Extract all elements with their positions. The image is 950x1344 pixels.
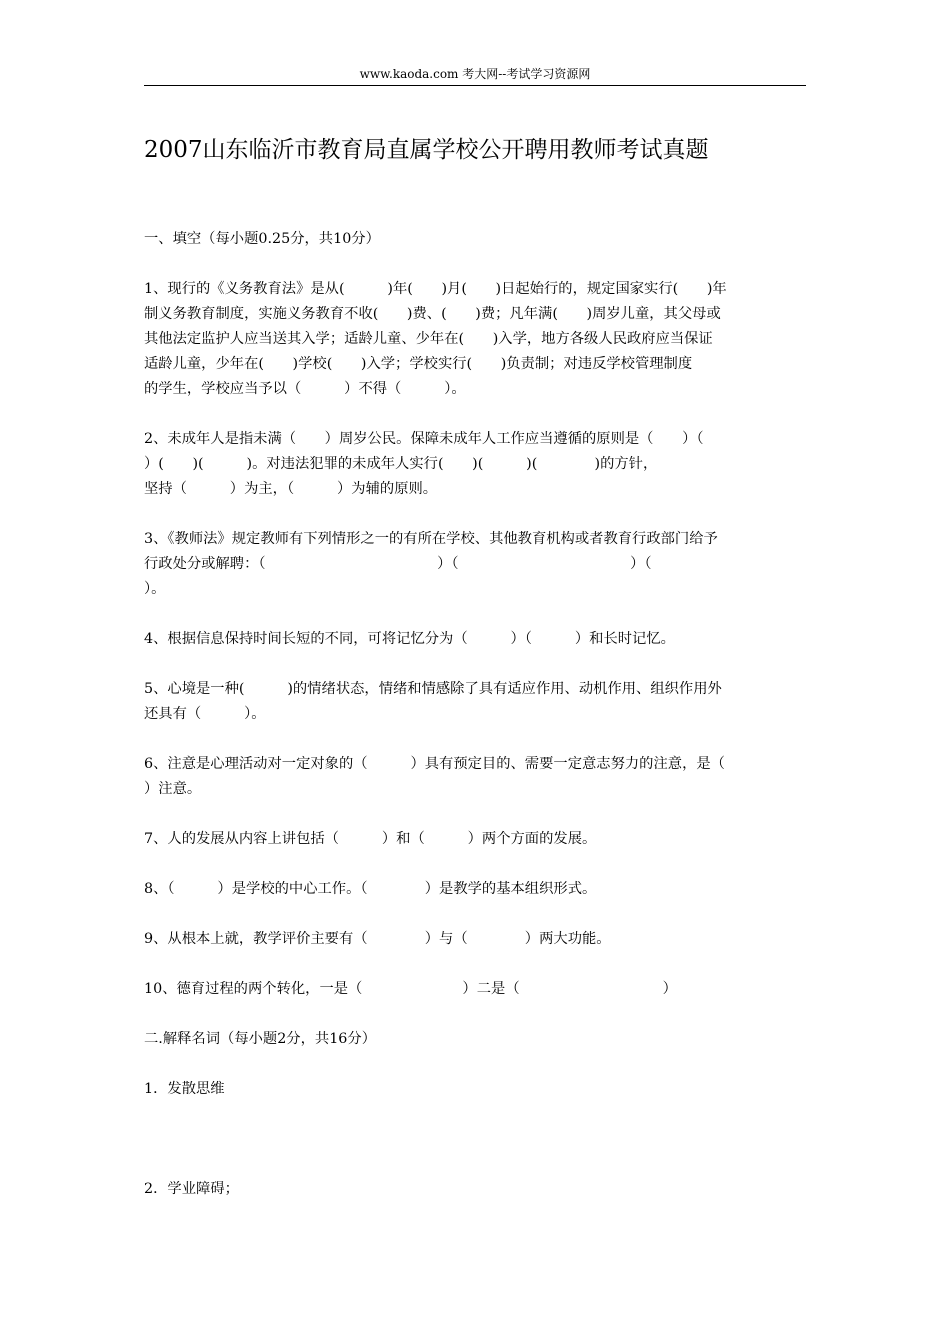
header-site-text: www.kaoda.com 考大网--考试学习资源网 (359, 67, 591, 81)
question-1 (144, 277, 808, 402)
question-1-line: 1、现行的《义务教育法》是从( )年( )月( )日起始行的，规定国家实行( )年 (144, 281, 727, 297)
question-2 (144, 427, 808, 502)
section2-heading: 二.解释名词（每小题2分，共16分） (144, 1031, 376, 1047)
question-6-line: 6、注意是心理活动对一定对象的（ ）具有预定目的、需要一定意志努力的注意，是（ (144, 756, 725, 772)
question-7: 7、人的发展从内容上讲包括（ ）和（ ）两个方面的发展。 (144, 831, 597, 847)
question-6-line: ）注意。 (144, 781, 202, 797)
question-8: 8、（ ）是学校的中心工作。（ ）是教学的基本组织形式。 (144, 881, 597, 897)
question-1-line: 制义务教育制度，实施义务教育不收( )费、( )费；凡年满( )周岁儿童，其父母或 (144, 306, 721, 322)
question-2-line: ）( )( )。对违法犯罪的未成年人实行( )( )( )的方针， (144, 456, 658, 472)
question-5-line: 5、心境是一种( )的情绪状态，情绪和情感除了具有适应作用、动机作用、组织作用外 (144, 681, 722, 697)
question-9: 9、从根本上就，教学评价主要有（ ）与（ ）两大功能。 (144, 931, 611, 947)
term-item-2: 2．学业障碍； (144, 1181, 239, 1197)
question-6 (144, 752, 808, 802)
question-5-line: 还具有（ ）。 (144, 706, 266, 722)
question-5 (144, 677, 808, 727)
page-title: 2007山东临沂市教育局直属学校公开聘用教师考试真题 (144, 137, 709, 163)
question-3-line: 3、《教师法》规定教师有下列情形之一的有所在学校、其他教育机构或者教育行政部门给予 (144, 531, 718, 547)
question-2-line: 2、未成年人是指未满（ ）周岁公民。保障未成年人工作应当遵循的原则是（ ）（ (144, 431, 704, 447)
question-4: 4、根据信息保持时间长短的不同，可将记忆分为（ ）（ ）和长时记忆。 (144, 631, 675, 647)
term-item-1: 1．发散思维 (144, 1081, 225, 1097)
question-10: 10、德育过程的两个转化，一是（ ）二是（ ） (144, 981, 677, 997)
question-2-line: 坚持（ ）为主，（ ）为辅的原则。 (144, 481, 438, 497)
question-3-line: 行政处分或解聘：（ ）（ ）（ (144, 556, 652, 572)
question-1-line: 的学生，学校应当予以（ ）不得（ ）。 (144, 381, 466, 397)
exam-content (144, 227, 808, 1202)
question-1-line: 适龄儿童，少年在( )学校( )入学；学校实行( )负责制；对违反学校管理制度 (144, 356, 693, 372)
question-1-line: 其他法定监护人应当送其入学；适龄儿童、少年在( )入学，地方各级人民政府应当保证 (144, 331, 713, 347)
page-header (144, 66, 806, 86)
question-3 (144, 527, 808, 602)
section1-heading: 一、填空（每小题0.25分，共10分） (144, 231, 380, 247)
question-3-line: ）。 (144, 581, 166, 597)
